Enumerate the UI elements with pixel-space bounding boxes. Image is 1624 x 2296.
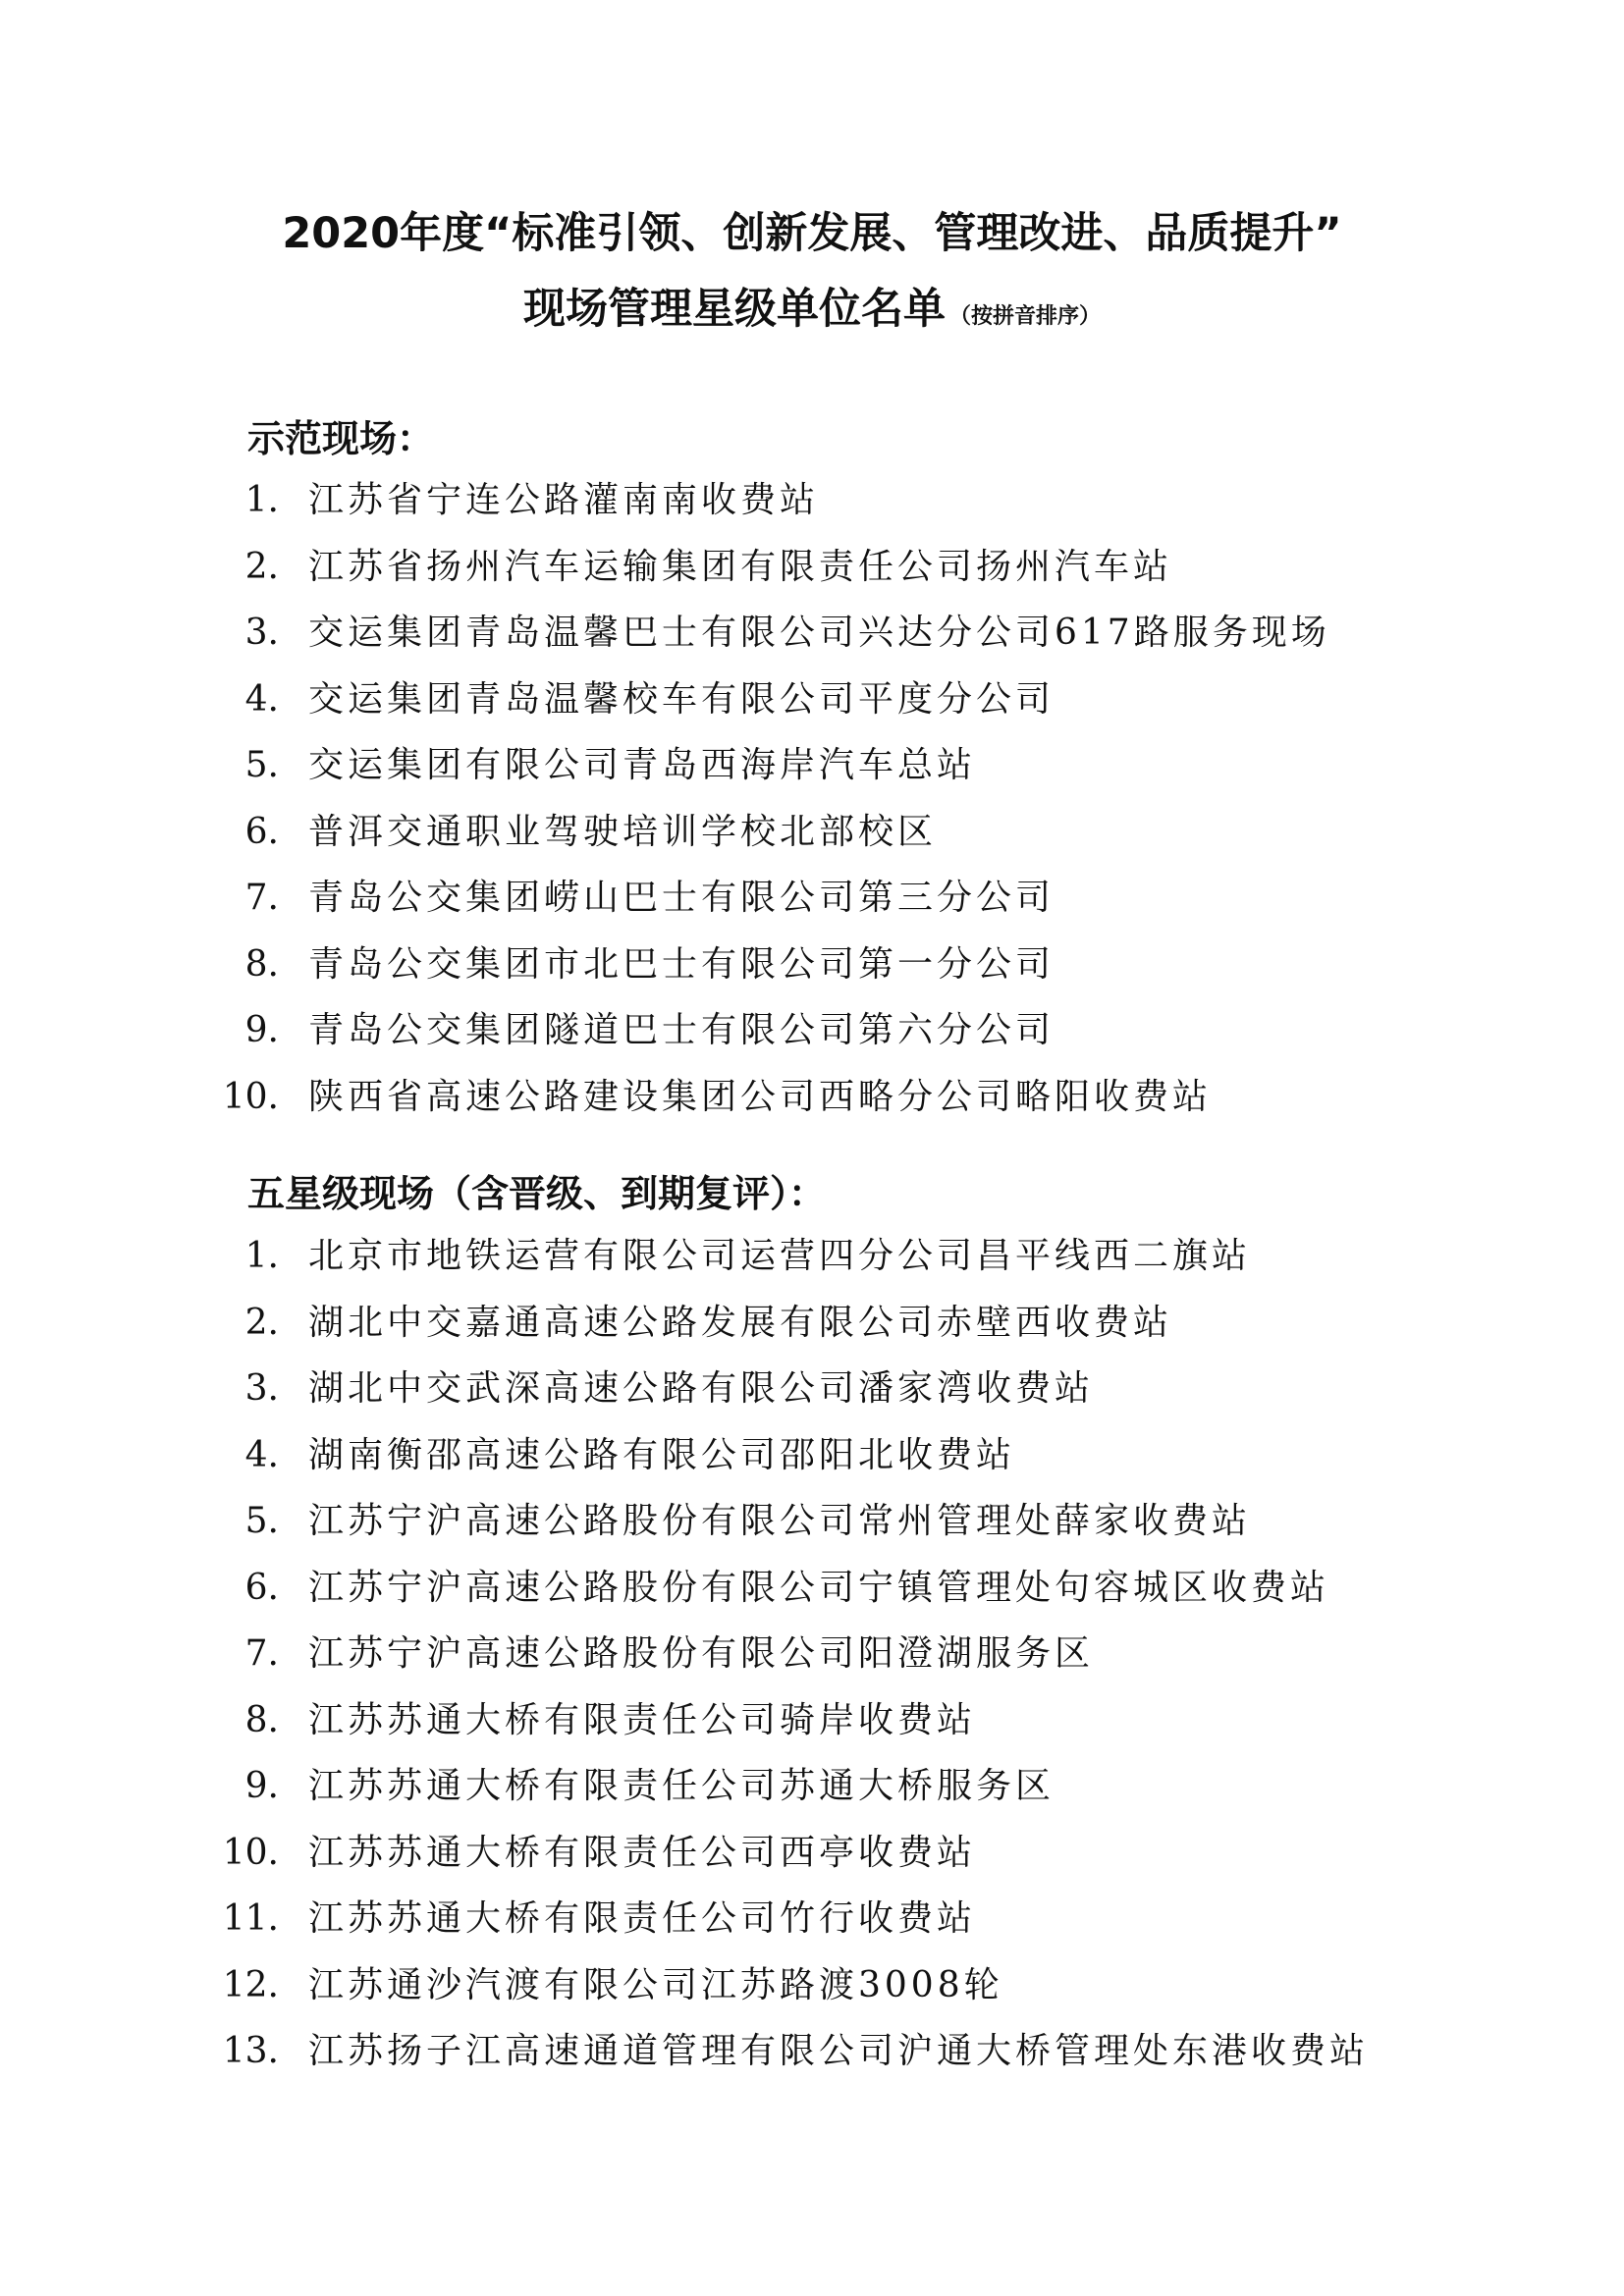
list-item bbox=[0, 997, 1624, 1064]
document-title-main: 现场管理星级单位名单 bbox=[522, 285, 946, 334]
item-text: 江苏苏通大桥有限责任公司西亭收费站 bbox=[308, 1832, 977, 1873]
list-item bbox=[0, 732, 1624, 799]
item-number: 9. bbox=[244, 1766, 279, 1806]
item-number: 10. bbox=[222, 1076, 279, 1117]
list-item bbox=[0, 667, 1624, 733]
item-number: 7. bbox=[244, 878, 279, 918]
item-number: 4. bbox=[244, 678, 279, 720]
list-item bbox=[0, 1488, 1624, 1555]
list-item bbox=[0, 1687, 1624, 1754]
item-text: 交运集团青岛温馨校车有限公司平度分公司 bbox=[308, 678, 1056, 720]
item-text: 湖北中交嘉通高速公路发展有限公司赤壁西收费站 bbox=[308, 1302, 1173, 1343]
list-item bbox=[0, 534, 1624, 601]
list-item bbox=[0, 1753, 1624, 1820]
item-number: 13. bbox=[222, 2031, 279, 2071]
list-item bbox=[0, 1820, 1624, 1887]
item-text: 湖南衡邵高速公路有限公司邵阳北收费站 bbox=[308, 1434, 1016, 1475]
item-number: 2. bbox=[244, 1302, 279, 1343]
item-number: 3. bbox=[244, 1368, 279, 1409]
item-number: 6. bbox=[244, 1567, 279, 1608]
item-text: 交运集团有限公司青岛西海岸汽车总站 bbox=[308, 745, 977, 785]
item-text: 江苏苏通大桥有限责任公司苏通大桥服务区 bbox=[308, 1766, 1056, 1806]
item-number: 3. bbox=[244, 613, 279, 653]
list-item bbox=[0, 600, 1624, 667]
item-text: 江苏苏通大桥有限责任公司竹行收费站 bbox=[308, 1898, 977, 1939]
item-text: 湖北中交武深高速公路有限公司潘家湾收费站 bbox=[308, 1368, 1095, 1409]
item-number: 9. bbox=[244, 1010, 279, 1050]
list-item bbox=[0, 932, 1624, 998]
item-text: 青岛公交集团隧道巴士有限公司第六分公司 bbox=[308, 1010, 1056, 1050]
item-number: 10. bbox=[222, 1832, 279, 1873]
item-text: 陕西省高速公路建设集团公司西略分公司略阳收费站 bbox=[308, 1076, 1213, 1117]
item-number: 1. bbox=[244, 1236, 279, 1276]
list-item bbox=[0, 1621, 1624, 1687]
list-demonstration-sites bbox=[0, 467, 1624, 1130]
list-item bbox=[0, 1422, 1624, 1489]
item-number: 12. bbox=[222, 1964, 279, 2005]
item-number: 6. bbox=[244, 811, 279, 852]
item-number: 4. bbox=[244, 1434, 279, 1475]
item-number: 7. bbox=[244, 1633, 279, 1674]
item-text: 江苏通沙汽渡有限公司江苏路渡3008轮 bbox=[308, 1964, 1003, 2005]
list-item bbox=[0, 799, 1624, 866]
item-number: 2. bbox=[244, 546, 279, 587]
item-text: 江苏宁沪高速公路股份有限公司常州管理处薛家收费站 bbox=[308, 1501, 1252, 1541]
item-text: 江苏扬子江高速通道管理有限公司沪通大桥管理处东港收费站 bbox=[308, 2031, 1370, 2071]
list-item bbox=[0, 865, 1624, 932]
item-text: 江苏省宁连公路灌南南收费站 bbox=[308, 480, 820, 520]
list-item bbox=[0, 1223, 1624, 1290]
section-heading-five-star: 五星级现场（含晋级、到期复评）： bbox=[247, 1172, 827, 1215]
item-text: 江苏宁沪高速公路股份有限公司阳澄湖服务区 bbox=[308, 1633, 1095, 1674]
list-item bbox=[0, 1886, 1624, 1952]
document-title-line2 bbox=[0, 280, 1624, 347]
list-item bbox=[0, 467, 1624, 534]
item-text: 青岛公交集团崂山巴士有限公司第三分公司 bbox=[308, 878, 1056, 918]
list-item bbox=[0, 1555, 1624, 1622]
item-number: 11. bbox=[222, 1898, 279, 1939]
item-number: 5. bbox=[244, 745, 279, 785]
item-text: 交运集团青岛温馨巴士有限公司兴达分公司617路服务现场 bbox=[308, 613, 1330, 653]
item-text: 普洱交通职业驾驶培训学校北部校区 bbox=[308, 811, 938, 852]
list-item bbox=[0, 1952, 1624, 2019]
item-text: 江苏宁沪高速公路股份有限公司宁镇管理处句容城区收费站 bbox=[308, 1567, 1330, 1608]
item-text: 青岛公交集团市北巴士有限公司第一分公司 bbox=[308, 943, 1056, 985]
list-item bbox=[0, 2018, 1624, 2085]
item-text: 江苏省扬州汽车运输集团有限责任公司扬州汽车站 bbox=[308, 546, 1173, 587]
item-number: 5. bbox=[244, 1501, 279, 1541]
list-item bbox=[0, 1356, 1624, 1422]
item-number: 8. bbox=[244, 1699, 279, 1740]
document-title-line1: 2020年度“标准引领、创新发展、管理改进、品质提升” bbox=[282, 209, 1342, 258]
list-item bbox=[0, 1064, 1624, 1131]
section-heading-demonstration: 示范现场： bbox=[247, 417, 435, 460]
list-item bbox=[0, 1290, 1624, 1357]
list-five-star-sites bbox=[0, 1223, 1624, 2085]
item-text: 江苏苏通大桥有限责任公司骑岸收费站 bbox=[308, 1699, 977, 1740]
item-text: 北京市地铁运营有限公司运营四分公司昌平线西二旗站 bbox=[308, 1236, 1252, 1276]
item-number: 8. bbox=[244, 943, 279, 985]
item-number: 1. bbox=[244, 480, 279, 520]
document-title-note: （按拼音排序） bbox=[948, 304, 1101, 329]
